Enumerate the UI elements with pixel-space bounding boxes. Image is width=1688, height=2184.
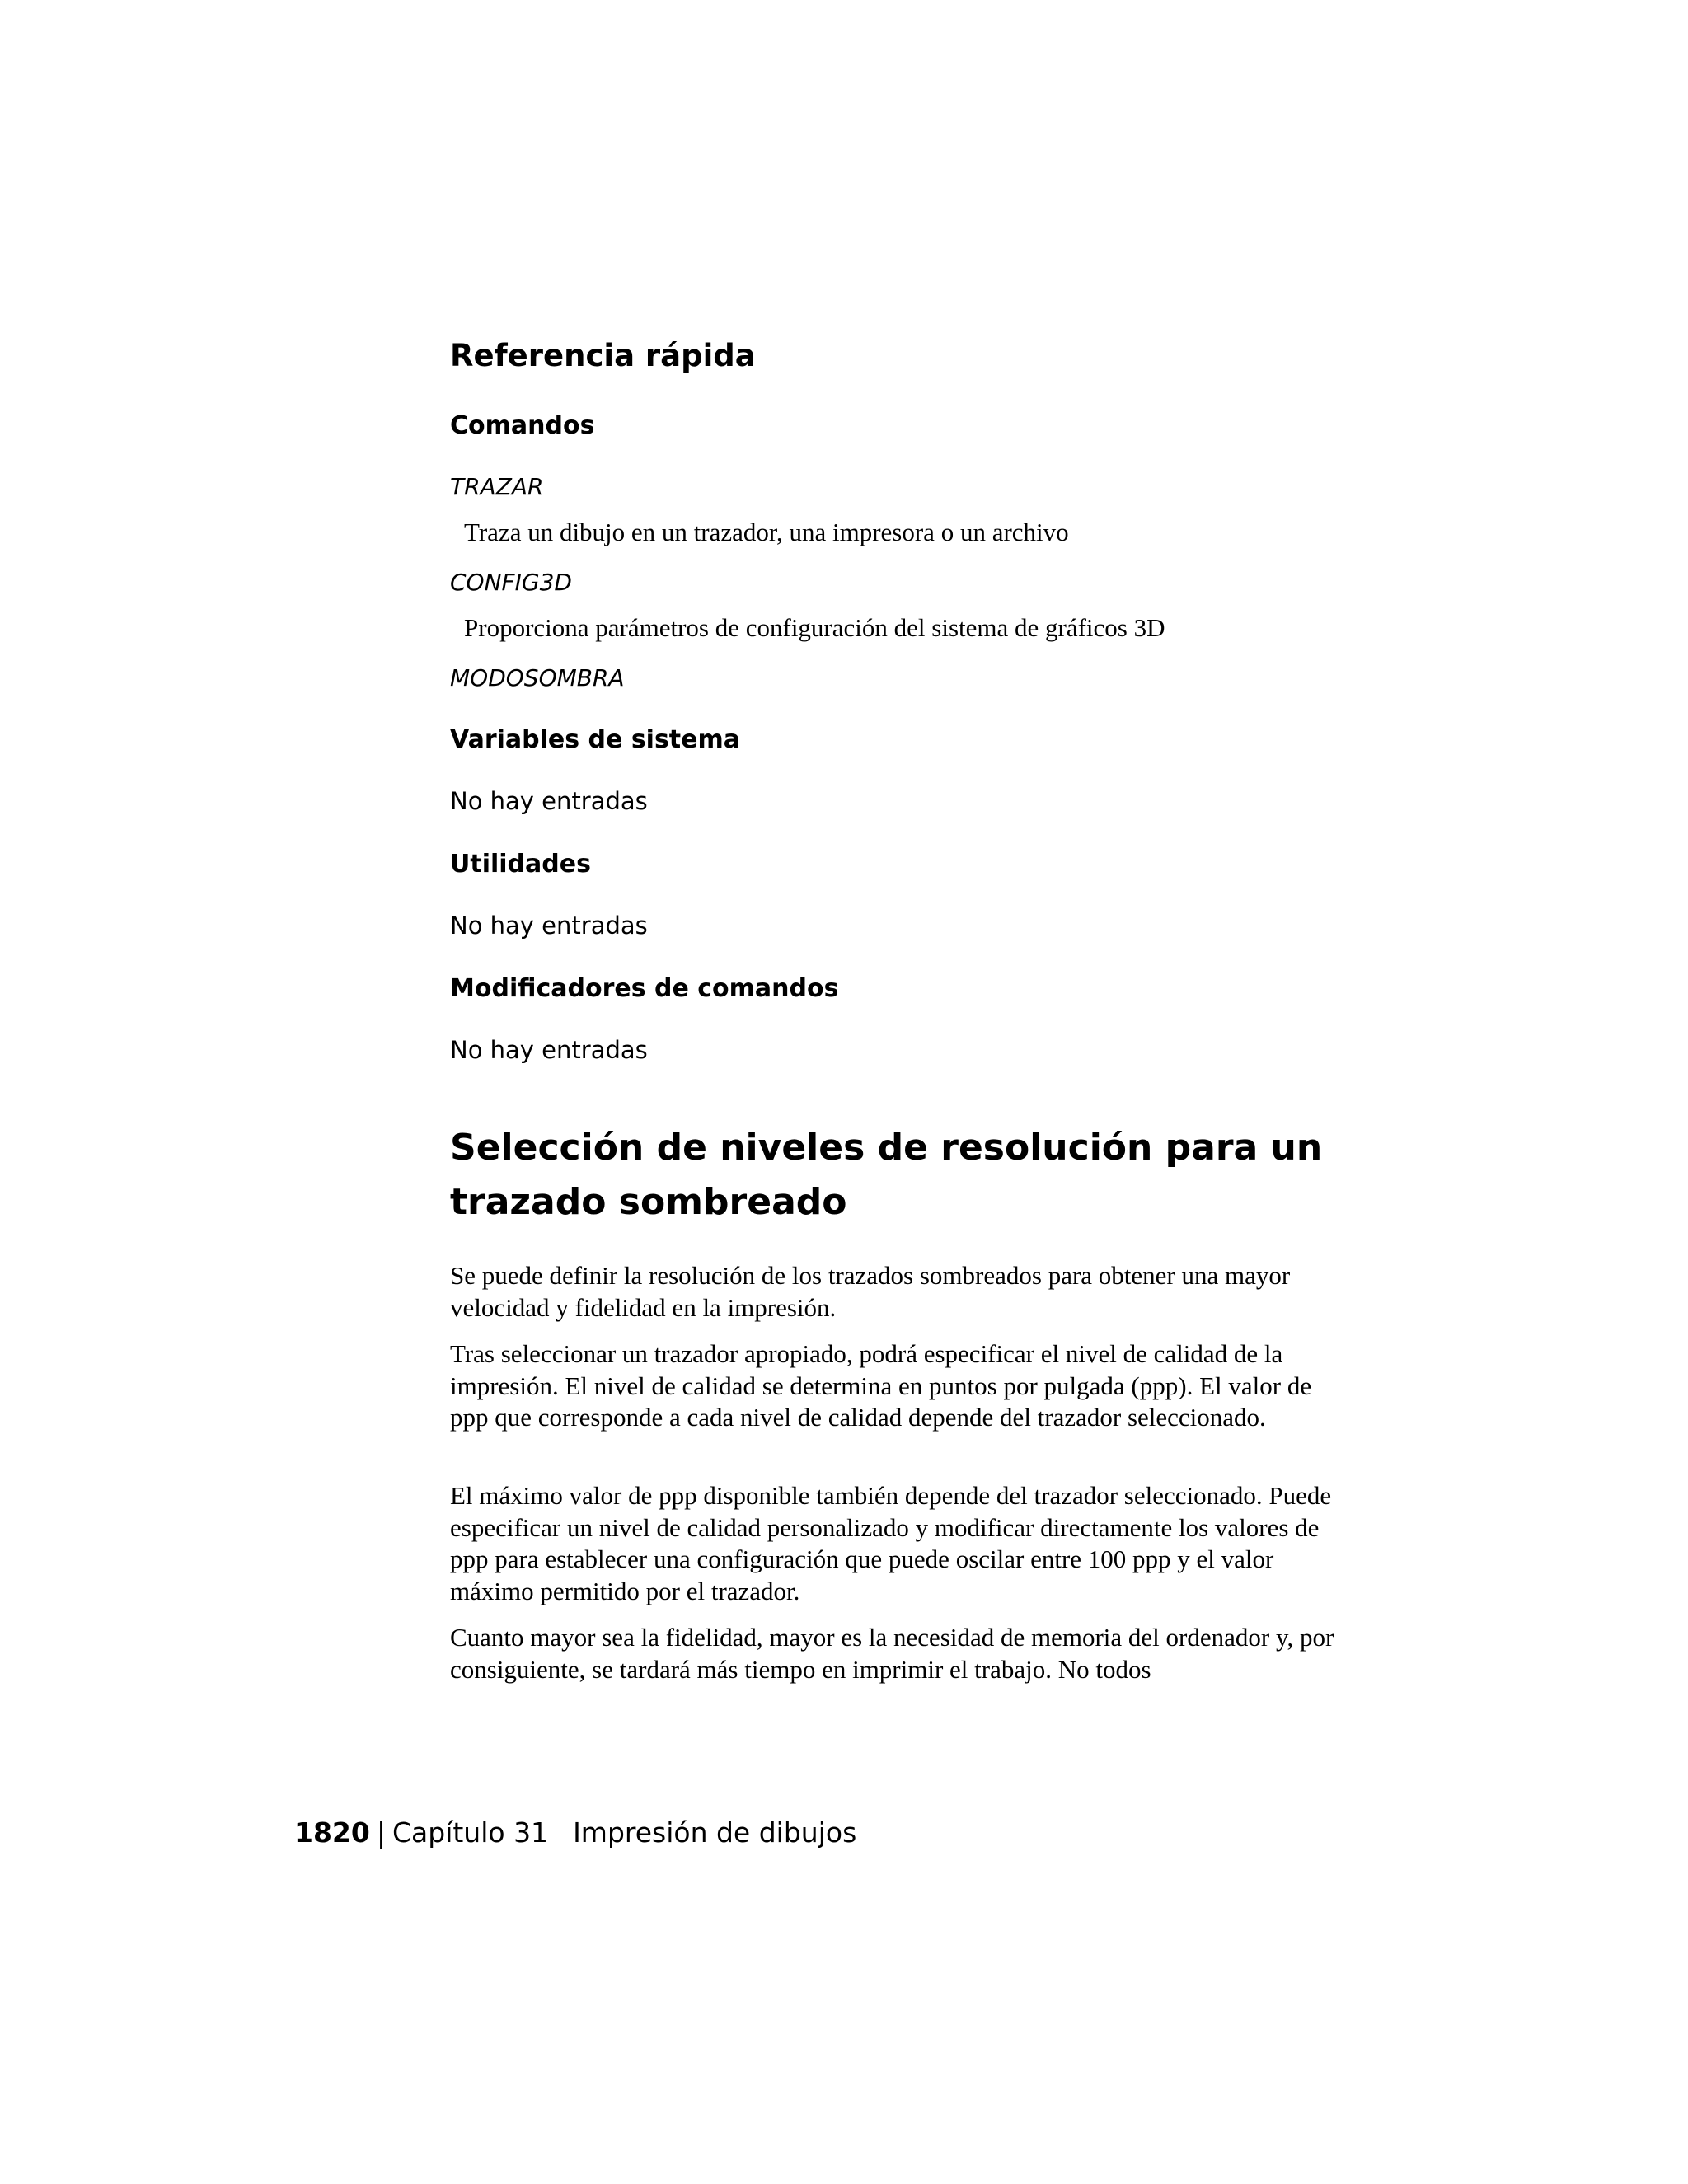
section-title: Selección de niveles de resolución para un trazado sombreado	[450, 1127, 1323, 1223]
quick-reference-title: Referencia rápida	[450, 338, 756, 373]
utilities-text: No hay entradas	[450, 912, 648, 940]
command-name-modosombra: MODOSOMBRA	[450, 664, 625, 691]
command-description-trazar: Traza un dibujo en un trazador, una impresora o un archivo	[464, 518, 1069, 546]
command-name-trazar: TRAZAR	[450, 473, 544, 500]
paragraph-4: Cuanto mayor sea la fidelidad, mayor es la necesidad de memoria del ordenador y, por consiguiente, se tardará más tiempo en imprimir el trabajo. No todos	[450, 1623, 1334, 1684]
command-name-config3d: CONFIG3D	[450, 569, 572, 596]
system-variables-heading: Variables de sistema	[450, 725, 741, 754]
command-description-config3d: Proporciona parámetros de configuración del sistema de gráficos 3D	[464, 613, 1165, 642]
utilities-heading: Utilidades	[450, 850, 591, 879]
chapter-label: Capítulo 31	[392, 1816, 549, 1849]
commands-heading: Comandos	[450, 411, 595, 440]
page-footer	[294, 1816, 856, 1849]
system-variables-text: No hay entradas	[450, 787, 648, 815]
footer-separator: |	[376, 1816, 386, 1849]
command-modifiers-text: No hay entradas	[450, 1036, 648, 1064]
chapter-title: Impresión de dibujos	[573, 1816, 857, 1849]
paragraph-2: Tras seleccionar un trazador apropiado, podrá especificar el nivel de calidad de la impresión. El nivel de calidad se determina en puntos por pulgada (ppp). El valor de ppp que corresponde a cada nivel de calidad depende del trazador seleccionado.	[450, 1339, 1312, 1432]
paragraph-1: Se puede definir la resolución de los trazados sombreados para obtener una mayor velocidad y fidelidad en la impresión.	[450, 1261, 1291, 1322]
page-number: 1820	[294, 1816, 370, 1849]
paragraph-3: El máximo valor de ppp disponible también depende del trazador seleccionado. Puede especificar un nivel de calidad personalizado y modificar directamente los valores de ppp para establecer una configuración que puede oscilar entre 100 ppp y el valor máximo permitido por el trazador.	[450, 1481, 1332, 1605]
command-modifiers-heading: Modificadores de comandos	[450, 974, 839, 1003]
